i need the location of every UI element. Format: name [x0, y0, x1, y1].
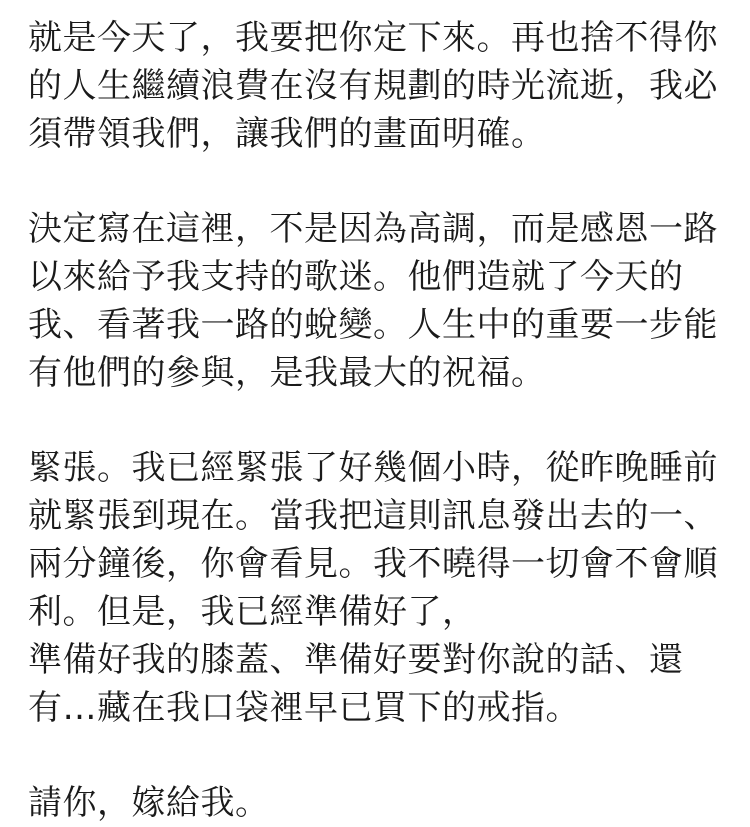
- text-line: 須帶領我們，讓我們的畫面明確。: [28, 114, 546, 154]
- paragraph-spacer: [28, 158, 728, 205]
- paragraph-spacer: [28, 732, 728, 779]
- text-line: 兩分鐘後，你會看見。我不曉得一切會不會順: [28, 544, 718, 584]
- text-line: 就是今天了，我要把你定下來。再也捨不得你: [28, 18, 718, 58]
- text-line: 我、看著我一路的蛻變。人生中的重要一步能: [28, 305, 718, 345]
- paragraph-2: [28, 205, 728, 397]
- text-line: 以來給予我支持的歌迷。他們造就了今天的: [28, 257, 684, 297]
- paragraph-4: [28, 779, 728, 827]
- post-body: [28, 14, 728, 827]
- text-line: 就緊張到現在。當我把這則訊息發出去的一、: [28, 496, 718, 536]
- text-line: 有…藏在我口袋裡早已買下的戒指。: [28, 688, 580, 728]
- text-line: 有他們的參與，是我最大的祝福。: [28, 353, 546, 393]
- paragraph-spacer: [28, 397, 728, 444]
- paragraph-1: [28, 14, 728, 158]
- text-line: 緊張。我已經緊張了好幾個小時，從昨晚睡前: [28, 448, 718, 488]
- paragraph-3: [28, 444, 728, 732]
- text-line: 的人生繼續浪費在沒有規劃的時光流逝，我必: [28, 66, 718, 106]
- text-line: 利。但是，我已經準備好了，: [28, 592, 477, 632]
- text-line: 請你，嫁給我。: [28, 783, 270, 823]
- text-line: 決定寫在這裡，不是因為高調，而是感恩一路: [28, 209, 718, 249]
- text-line: 準備好我的膝蓋、準備好要對你說的話、還: [28, 640, 684, 680]
